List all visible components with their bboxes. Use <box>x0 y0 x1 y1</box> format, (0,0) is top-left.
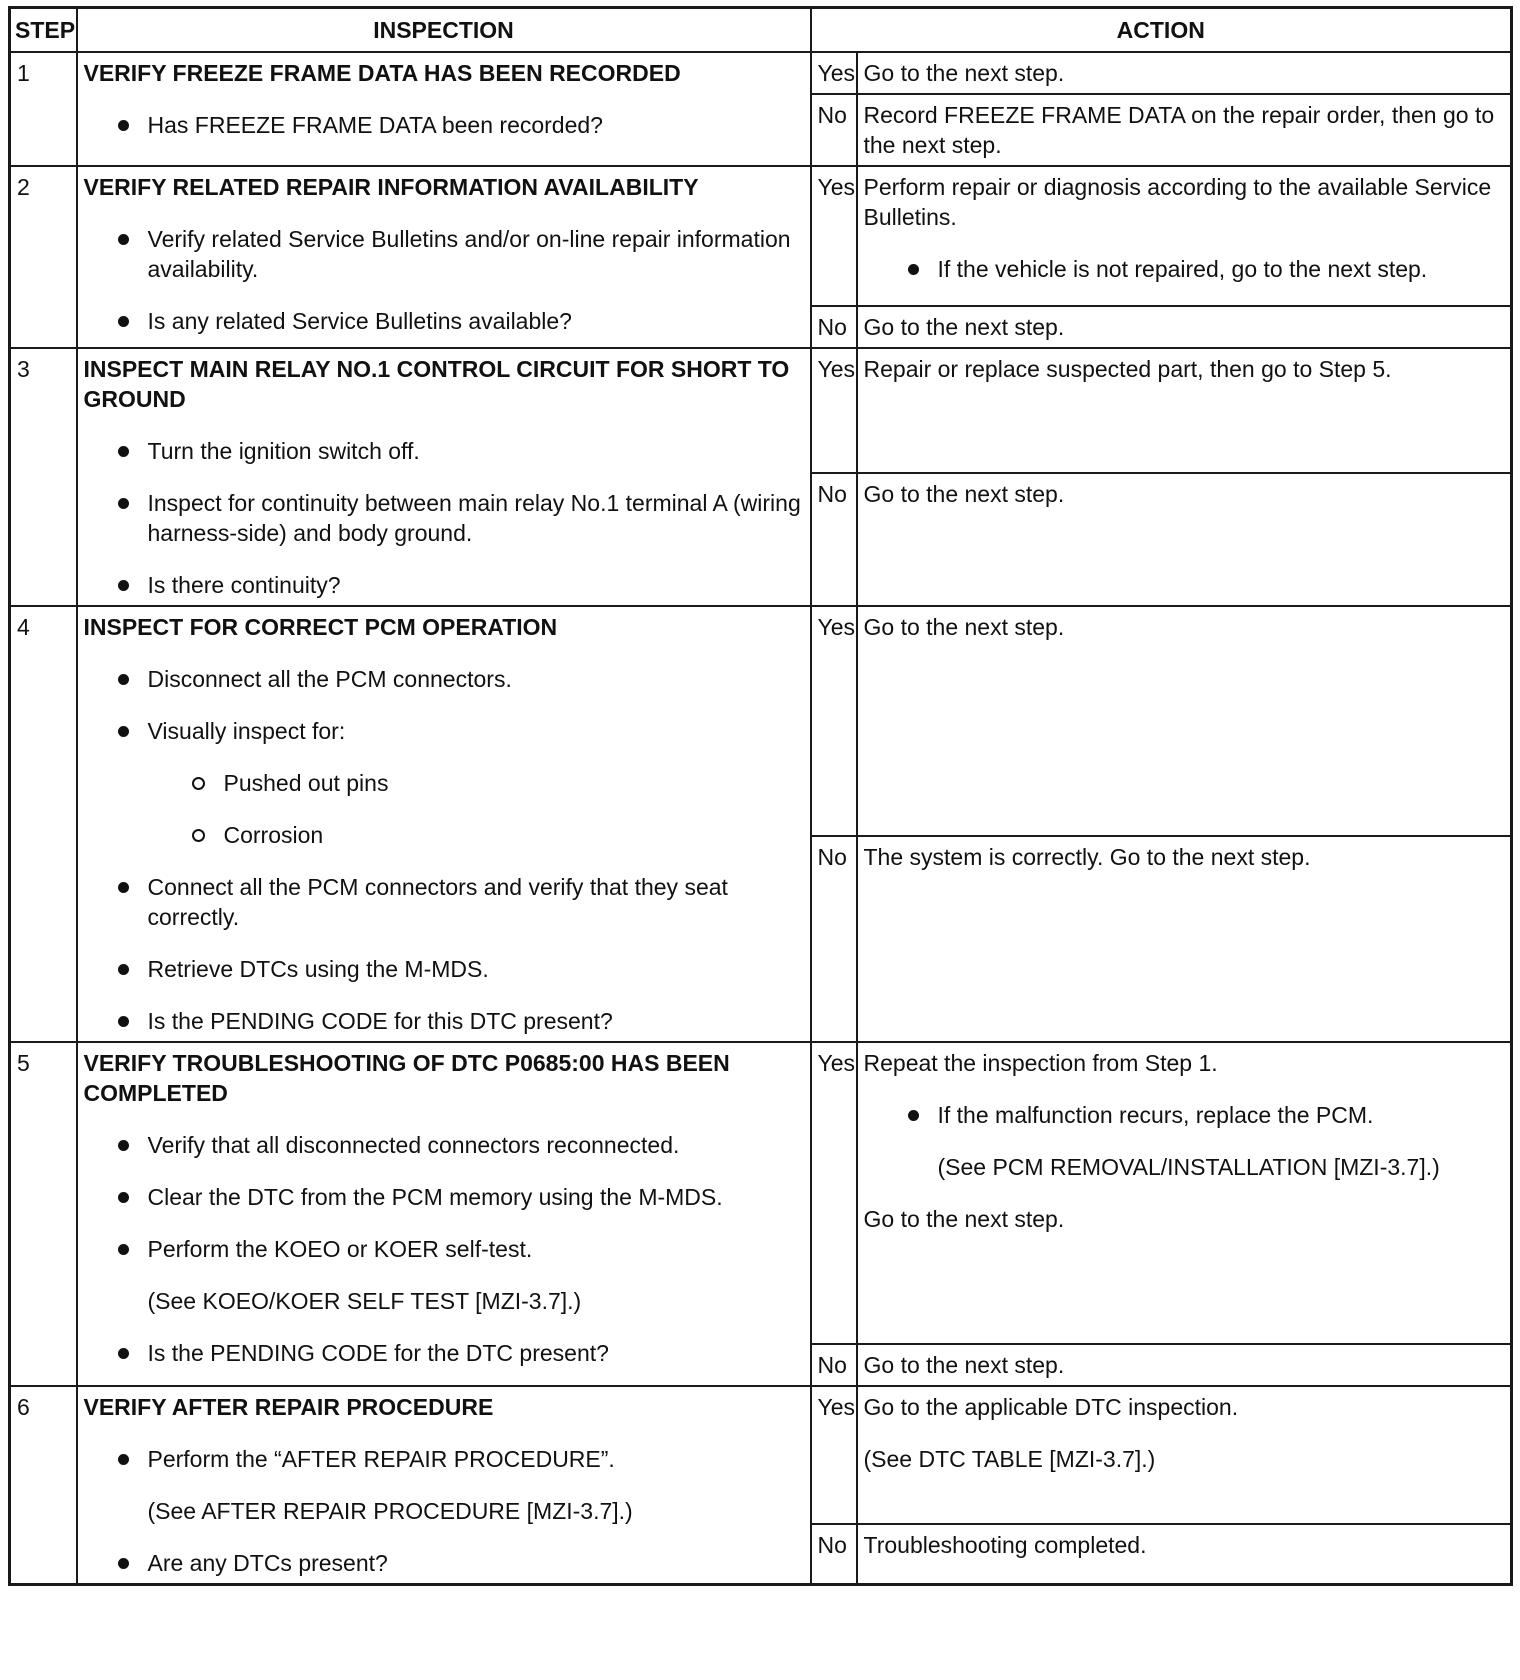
step-6-inspection <box>77 1386 811 1585</box>
diagnostic-procedure-table <box>8 6 1513 1586</box>
bullet-icon <box>118 1454 129 1465</box>
step-number: 3 <box>10 348 77 606</box>
step-title: VERIFY TROUBLESHOOTING OF DTC P0685:00 HAS BEEN COMPLETED <box>83 1050 730 1106</box>
no-label: No <box>811 1524 857 1585</box>
hollow-bullet-icon <box>192 777 205 790</box>
bullet-icon <box>118 1558 129 1569</box>
step-number: 4 <box>10 606 77 1042</box>
step-3-inspection <box>77 348 811 606</box>
bullet-icon <box>118 726 129 737</box>
step-2-inspection <box>77 166 811 348</box>
step-title: INSPECT MAIN RELAY NO.1 CONTROL CIRCUIT FOR SHORT TO GROUND <box>83 356 790 412</box>
step-5-yes-row <box>10 1042 1512 1344</box>
yes-label: Yes <box>811 1042 857 1344</box>
reference-note: (See AFTER REPAIR PROCEDURE [MZI-3.7].) <box>147 1498 633 1524</box>
bullet-icon <box>118 1348 129 1359</box>
inspection-item: Perform the “AFTER REPAIR PROCEDURE”. (See AFTER REPAIR PROCEDURE [MZI-3.7].) <box>148 1444 804 1526</box>
inspection-item: Clear the DTC from the PCM memory using the M-MDS. <box>148 1182 804 1212</box>
step-4-yes-row <box>10 606 1512 836</box>
inspection-item: Are any DTCs present? <box>148 1548 804 1578</box>
reference-note: (See PCM REMOVAL/INSTALLATION [MZI-3.7].) <box>937 1154 1440 1180</box>
no-action: Go to the next step. <box>857 306 1512 348</box>
bullet-icon <box>118 674 129 685</box>
header-step: STEP <box>10 8 77 53</box>
step-number: 6 <box>10 1386 77 1585</box>
bullet-icon <box>118 1244 129 1255</box>
inspection-item: Is the PENDING CODE for the DTC present? <box>148 1338 804 1368</box>
inspection-item: Inspect for continuity between main relay No.1 terminal A (wiring harness-side) and body ground. <box>148 488 804 548</box>
hollow-bullet-icon <box>192 829 205 842</box>
bullet-icon <box>908 1110 919 1121</box>
yes-label: Yes <box>811 348 857 473</box>
bullet-icon <box>118 120 129 131</box>
inspection-item: Has FREEZE FRAME DATA been recorded? <box>148 110 804 140</box>
action-bullet: If the malfunction recurs, replace the PCM. (See PCM REMOVAL/INSTALLATION [MZI-3.7].) <box>938 1100 1505 1182</box>
step-number: 2 <box>10 166 77 348</box>
no-action: Record FREEZE FRAME DATA on the repair order, then go to the next step. <box>857 94 1512 166</box>
reference-note: (See KOEO/KOER SELF TEST [MZI-3.7].) <box>147 1288 582 1314</box>
inspection-item: Turn the ignition switch off. <box>148 436 804 466</box>
inspection-item: Visually inspect for: Pushed out pins Corrosion <box>148 716 804 850</box>
inspection-item: Connect all the PCM connectors and verify that they seat correctly. <box>148 872 804 932</box>
inspection-item: Disconnect all the PCM connectors. <box>148 664 804 694</box>
header-inspection: INSPECTION <box>77 8 811 53</box>
no-action: Go to the next step. <box>857 1344 1512 1386</box>
step-number: 5 <box>10 1042 77 1386</box>
step-title: INSPECT FOR CORRECT PCM OPERATION <box>83 614 558 640</box>
no-action: Troubleshooting completed. <box>857 1524 1512 1585</box>
table-header-row <box>10 8 1512 53</box>
bullet-icon <box>118 882 129 893</box>
inspection-item: Retrieve DTCs using the M-MDS. <box>148 954 804 984</box>
yes-action: Perform repair or diagnosis according to the available Service Bulletins. If the vehicle is not repaired, go to the next step. <box>857 166 1512 306</box>
step-3-yes-row <box>10 348 1512 473</box>
inspection-item: Verify related Service Bulletins and/or on-line repair information availability. <box>148 224 804 284</box>
step-2-yes-row <box>10 166 1512 306</box>
yes-action: Repair or replace suspected part, then go to Step 5. <box>857 348 1512 473</box>
inspection-subitem: Corrosion <box>224 820 804 850</box>
bullet-icon <box>118 446 129 457</box>
yes-action: Go to the next step. <box>857 52 1512 94</box>
bullet-icon <box>118 580 129 591</box>
yes-action: Go to the next step. <box>857 606 1512 836</box>
step-1-inspection <box>77 52 811 166</box>
no-label: No <box>811 94 857 166</box>
bullet-icon <box>118 964 129 975</box>
bullet-icon <box>118 234 129 245</box>
bullet-icon <box>118 316 129 327</box>
yes-label: Yes <box>811 166 857 306</box>
bullet-icon <box>118 1016 129 1027</box>
bullet-icon <box>118 1140 129 1151</box>
bullet-icon <box>908 264 919 275</box>
bullet-icon <box>118 1192 129 1203</box>
yes-label: Yes <box>811 1386 857 1524</box>
action-bullet: If the vehicle is not repaired, go to the next step. <box>938 254 1505 284</box>
inspection-item: Perform the KOEO or KOER self-test. (See KOEO/KOER SELF TEST [MZI-3.7].) <box>148 1234 804 1316</box>
no-action: The system is correctly. Go to the next step. <box>857 836 1512 1042</box>
yes-action: Repeat the inspection from Step 1. If the malfunction recurs, replace the PCM. (See PCM REMOVAL/INSTALLATION [MZI-3.7].) Go to the next step. <box>857 1042 1512 1344</box>
step-6-yes-row <box>10 1386 1512 1524</box>
header-action: ACTION <box>811 8 1512 53</box>
inspection-item: Is there continuity? <box>148 570 804 600</box>
no-label: No <box>811 1344 857 1386</box>
step-1-yes-row <box>10 52 1512 94</box>
yes-label: Yes <box>811 606 857 836</box>
no-label: No <box>811 473 857 606</box>
inspection-subitem: Pushed out pins <box>224 768 804 798</box>
yes-label: Yes <box>811 52 857 94</box>
step-title: VERIFY FREEZE FRAME DATA HAS BEEN RECORDED <box>83 60 681 86</box>
inspection-item: Verify that all disconnected connectors reconnected. <box>148 1130 804 1160</box>
step-title: VERIFY AFTER REPAIR PROCEDURE <box>83 1394 494 1420</box>
no-action: Go to the next step. <box>857 473 1512 606</box>
step-4-inspection <box>77 606 811 1042</box>
step-5-inspection <box>77 1042 811 1386</box>
no-label: No <box>811 306 857 348</box>
step-number: 1 <box>10 52 77 166</box>
no-label: No <box>811 836 857 1042</box>
inspection-item: Is the PENDING CODE for this DTC present? <box>148 1006 804 1036</box>
step-title: VERIFY RELATED REPAIR INFORMATION AVAILABILITY <box>83 174 699 200</box>
inspection-item: Is any related Service Bulletins available? <box>148 306 804 336</box>
bullet-icon <box>118 498 129 509</box>
yes-action: Go to the applicable DTC inspection. (See DTC TABLE [MZI-3.7].) <box>857 1386 1512 1524</box>
